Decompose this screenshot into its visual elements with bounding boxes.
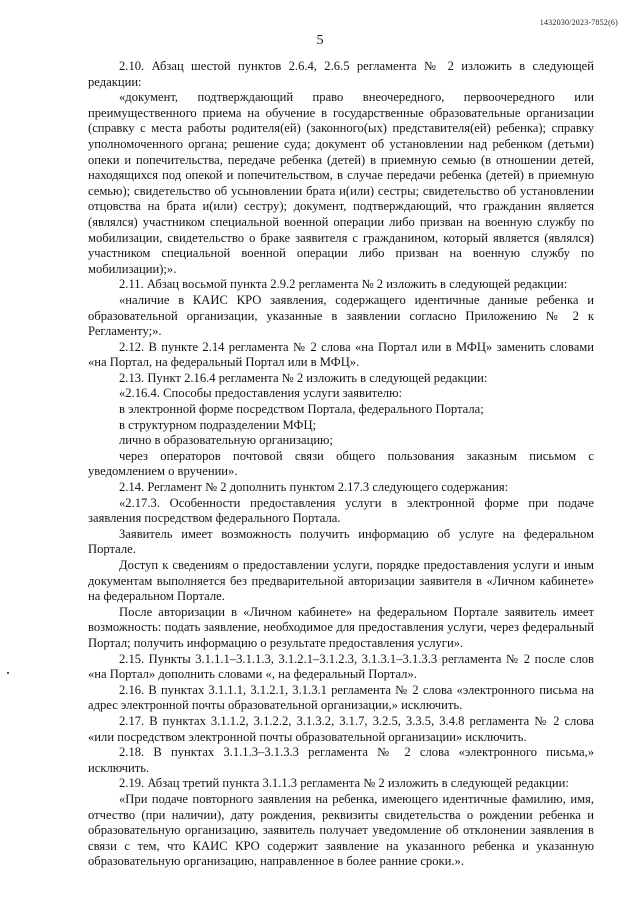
paragraph-2-16-4-heading: «2.16.4. Способы предоставления услуги заявителю: (119, 386, 402, 401)
paragraph-2-12: 2.12. В пункте 2.14 регламента № 2 слова «на Портал или в МФЦ» заменить словами «на Портал, на федеральный Портал или в МФЦ». (88, 339, 594, 370)
paragraph-method-in-person: лично в образовательную организацию; (119, 433, 333, 448)
paragraph-2-17: 2.17. В пунктах 3.1.1.2, 3.1.2.2, 3.1.3.2, 3.1.7, 3.2.5, 3.3.5, 3.4.8 регламента № 2 слова «или посредством электронной почты образовательной организации» исключить. (88, 713, 594, 744)
paragraph-quote-documents: «документ, подтверждающий право внеочередного, первоочередного или преимущественного приема на обучение в государственные образовательные организации (справку с места работы родителя(ей) (законного(ых) представителя(ей) ребенка); справку уполномоченного органа; решение суда; документ об установлении над ребенком (детьми) опеки и попечительства, передаче ребенка (детей) в приемную семью (в отношении детей, находящихся под опекой и попечительством, в случае передачи ребенка (детей) в приемную семью); свидетельство об усыновлении брата и(или) сестры; свидетельство об установлении отцовства на брата и(или) сестру); документ, подтверждающий, что гражданин является (являлся) участником специальной военной операции либо призван на военную службу по мобилизации, свидетельство о браке заявителя с гражданином, который является (являлся) участником специальной военной операции либо призван на военную службу по мобилизации);». (88, 90, 594, 276)
paragraph-quote-kais: «наличие в КАИС КРО заявления, содержащего идентичные данные ребенка и образовательной организации, указанные в заявлении согласно Приложению № 2 к Регламенту;». (88, 292, 594, 339)
paragraph-2-16: 2.16. В пунктах 3.1.1.1, 3.1.2.1, 3.1.3.1 регламента № 2 слова «электронного письма на адрес электронной почты образовательной организации,» исключить. (88, 682, 594, 713)
scan-speck (7, 672, 9, 674)
page-number: 5 (316, 33, 324, 48)
paragraph-2-14: 2.14. Регламент № 2 дополнить пунктом 2.17.3 следующего содержания: (119, 480, 509, 495)
paragraph-2-15: 2.15. Пункты 3.1.1.1–3.1.1.3, 3.1.2.1–3.1.2.3, 3.1.3.1–3.1.3.3 регламента № 2 после слов «на Портал» дополнить словами «, на федеральный Портал». (88, 651, 594, 682)
paragraph-2-17-3-heading: «2.17.3. Особенности предоставления услуги в электронной форме при подаче заявления посредством федерального Портала. (88, 495, 594, 526)
paragraph-2-11: 2.11. Абзац восьмой пункта 2.9.2 регламента № 2 изложить в следующей редакции: (119, 277, 568, 292)
paragraph-method-portal: в электронной форме посредством Портала, федерального Портала; (119, 402, 484, 417)
paragraph-2-19: 2.19. Абзац третий пункта 3.1.1.3 регламента № 2 изложить в следующей редакции: (119, 776, 569, 791)
paragraph-quote-repeat: «При подаче повторного заявления на ребенка, имеющего идентичные фамилию, имя, отчество (при наличии), дату рождения, реквизиты свидетельства о рождении ребенка и образовательную организацию, заявитель получает уведомление об отклонении заявления в связи с тем, что КАИС КРО содержит заявление на указанного ребенка и указанную образовательную организацию, направленное в более ранние сроки.». (88, 791, 594, 869)
paragraph-2-10: 2.10. Абзац шестой пунктов 2.6.4, 2.6.5 регламента № 2 изложить в следующей редакции: (88, 59, 594, 89)
paragraph-access: Доступ к сведениям о предоставлении услуги, порядке предоставления услуги и иным документам выполняется без предварительной авторизации заявителя в «Личном кабинете» на федеральном Портале. (88, 558, 594, 604)
paragraph-method-mfc: в структурном подразделении МФЦ; (119, 417, 317, 432)
document-number: 1432030/2023-7852(6) (539, 18, 618, 27)
paragraph-2-13: 2.13. Пункт 2.16.4 регламента № 2 изложить в следующей редакции: (119, 370, 488, 385)
paragraph-info-portal: Заявитель имеет возможность получить информацию об услуге на федеральном Портале. (88, 526, 594, 557)
paragraph-2-18: 2.18. В пунктах 3.1.1.3–3.1.3.3 регламента № 2 слова «электронного письма,» исключить. (88, 745, 594, 775)
document-body (88, 59, 594, 870)
paragraph-method-post: через операторов почтовой связи общего пользования заказным письмом с уведомлением о вручении». (88, 448, 594, 479)
paragraph-after-auth: После авторизации в «Личном кабинете» на федеральном Портале заявитель имеет возможность: подать заявление, необходимое для предоставления услуги, через федеральный Портал; получить информацию о результате предоставления услуги». (88, 604, 594, 650)
